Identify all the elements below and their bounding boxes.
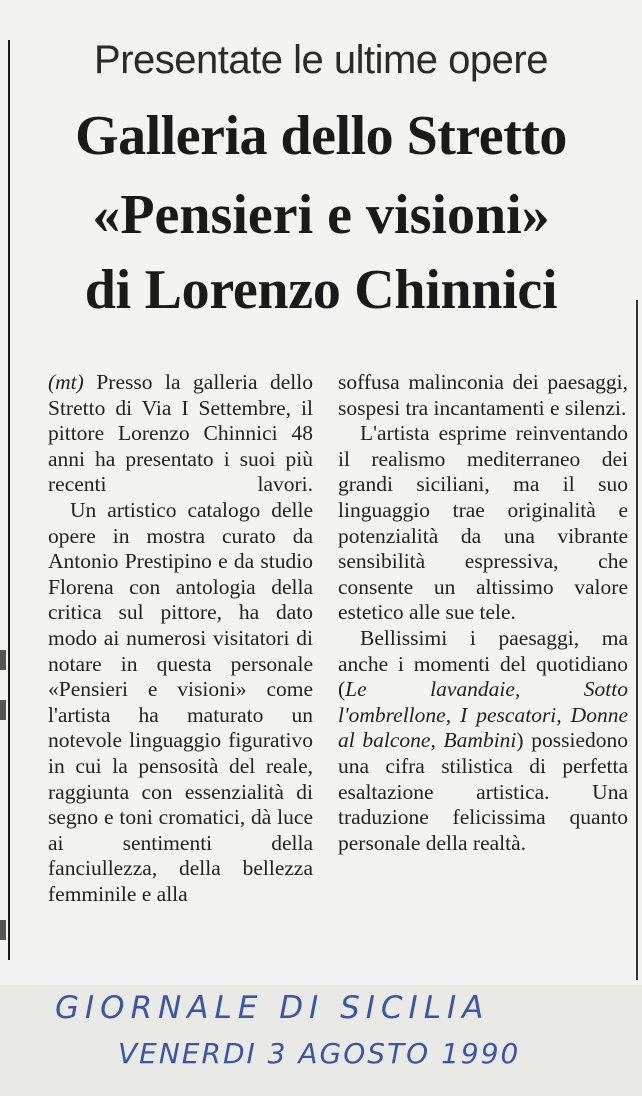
- article-kicker: Presentate le ultime opere: [94, 38, 548, 82]
- paragraph-text: ) possiedono una cifra stilistica di perfetta esaltazione artistica. Una traduzione felicissima quanto personale della realtà.: [338, 728, 628, 855]
- handwritten-source: GIORNALE DI SICILIA: [55, 990, 490, 1026]
- margin-mark: [0, 650, 6, 670]
- headline-line-1: Galleria dello Stretto: [75, 105, 567, 167]
- column-rule: [8, 40, 10, 960]
- artwork-titles: Le lavandaie, Sotto l'ombrellone, I pescatori, Donne al balcone, Bambini: [338, 677, 628, 753]
- paragraph: Un artistico catalogo delle opere in mostra curato da Antonio Prestipino e da studio Florena con antologia della critica sul pittore, ha dato modo ai numerosi visitatori di notare in questa personale «Pensieri e visioni» come l'artista ha maturato un notevole linguaggio figurativo in cui la pensosità del reale, raggiunta con essenzialità di segno e toni cromatici, dà luce ai sentimenti della fanciullezza, della bellezza femminile e alla: [48, 497, 313, 906]
- paragraph: [338, 626, 628, 856]
- article-column-2: [338, 370, 628, 856]
- paragraph: soffusa malinconia dei paesaggi, sospesi tra incantamenti e silenzi.: [338, 370, 628, 420]
- paragraph: L'artista esprime reinventando il realismo mediterraneo dei grandi siciliani, ma il suo linguaggio trae originalità e potenzialità da una vibrante sensibilità espressiva, che consente un altissimo valore estetico alle sue tele.: [338, 421, 628, 625]
- handwritten-date: VENERDI 3 AGOSTO 1990: [118, 1037, 521, 1070]
- paragraph-text: Bellissimi i paesaggi, ma anche i momenti del quotidiano (: [338, 625, 628, 702]
- article-column-1: [48, 370, 313, 907]
- column-rule: [636, 300, 638, 980]
- headline-line-2: «Pensieri e visioni»: [92, 184, 550, 246]
- margin-mark: [0, 700, 6, 720]
- byline: (mt): [48, 370, 84, 394]
- margin-mark: [0, 920, 6, 940]
- headline-line-3: di Lorenzo Chinnici: [84, 259, 558, 321]
- paragraph: [48, 370, 313, 498]
- paragraph-text: Presso la galleria dello Stretto di Via I Settembre, il pittore Lorenzo Chinnici 48 anni ha presentato i suoi più recenti lavori.: [48, 370, 313, 497]
